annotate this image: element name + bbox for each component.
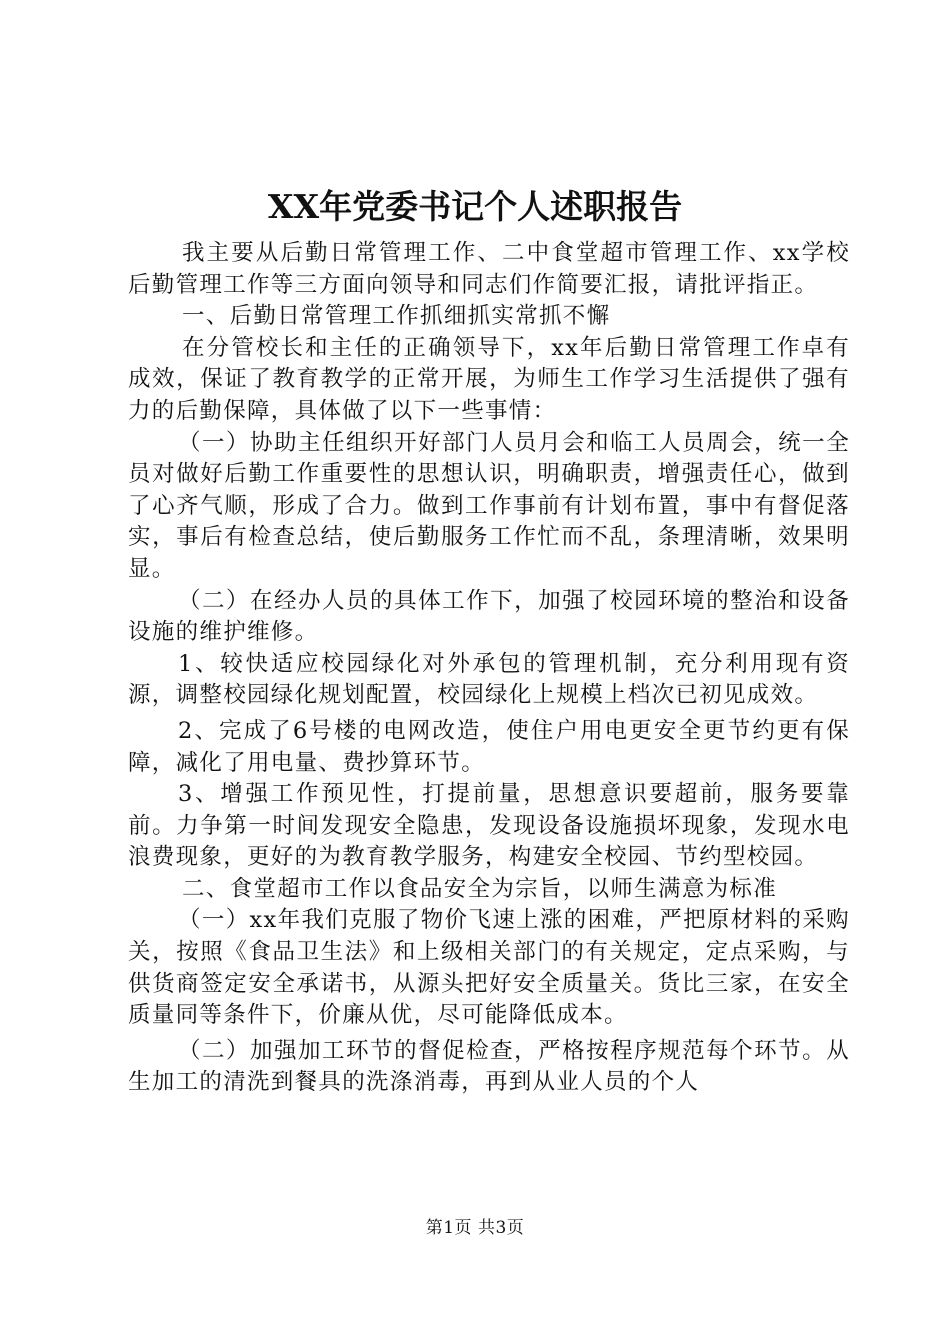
list-item: 3、增强工作预见性，打提前量，思想意识要超前，服务要靠前。力争第一时间发现安全隐患，发现设备设施损坏现象，发现水电浪费现象，更好的为教育教学服务，构建安全校园、节约型校园。: [128, 781, 850, 871]
document-title: XX年党委书记个人述职报告: [267, 187, 683, 226]
paragraph: （一）xx年我们克服了物价飞速上涨的困难，严把原材料的采购关，按照《食品卫生法》和上级相关部门的有关规定，定点采购，与供货商签定安全承诺书，从源头把好安全质量关。货比三家，在安全质量同等条件下，价廉从优，尽可能降低成本。: [128, 907, 850, 1029]
paragraph: 在分管校长和主任的正确领导下，xx年后勤日常管理工作卓有成效，保证了教育教学的正常开展，为师生工作学习生活提供了强有力的后勤保障，具体做了以下一些事情：: [128, 334, 850, 424]
list-item: 1、较快适应校园绿化对外承包的管理机制，充分利用现有资源，调整校园绿化规划配置，校园绿化上规模上档次已初见成效。: [128, 650, 850, 709]
list-item: 2、完成了6号楼的电网改造，使住户用电更安全更节约更有保障，减化了用电量、费抄算环节。: [128, 717, 850, 776]
paragraph: （二）在经办人员的具体工作下，加强了校园环境的整治和设备设施的维护维修。: [128, 587, 850, 646]
section-heading-1: 一、后勤日常管理工作抓细抓实常抓不懈: [182, 303, 611, 330]
page-number-footer: 第1页 共3页: [425, 1218, 525, 1238]
section-heading-2: 二、食堂超市工作以食品安全为宗旨，以师生满意为标准: [182, 875, 778, 902]
paragraph-intro: 我主要从后勤日常管理工作、二中食堂超市管理工作、xx学校后勤管理工作等三方面向领导和同志们作简要汇报，请批评指正。: [128, 240, 850, 298]
document-body: [128, 238, 850, 1099]
paragraph: （一）协助主任组织开好部门人员月会和临工人员周会，统一全员对做好后勤工作重要性的思想认识，明确职责，增强责任心，做到了心齐气顺，形成了合力。做到工作事前有计划布置，事中有督促落实，事后有检查总结，使后勤服务工作忙而不乱，条理清晰，效果明显。: [128, 429, 850, 582]
paragraph: （二）加强加工环节的督促检查，严格按程序规范每个环节。从生加工的清洗到餐具的洗涤消毒，再到从业人员的个人: [128, 1037, 850, 1096]
